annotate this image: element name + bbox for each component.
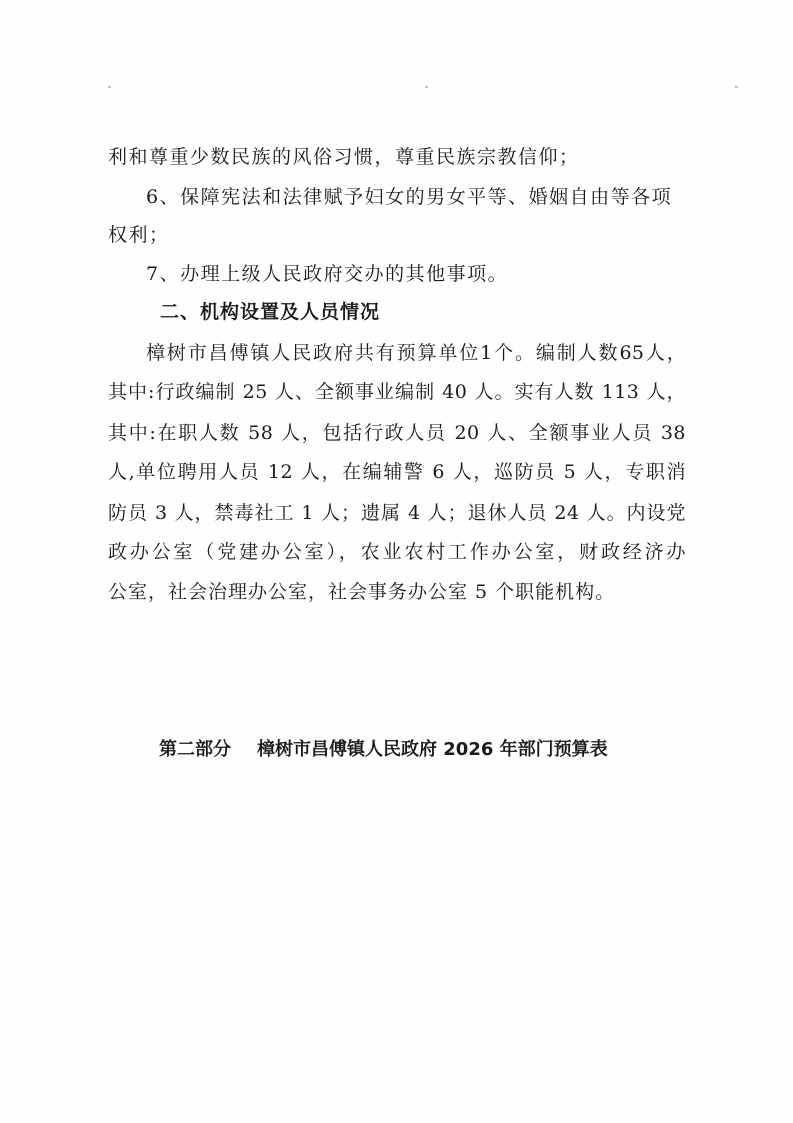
paragraph-line-1: 樟树市昌傅镇人民政府共有预算单位1个。编制人数65人，: [146, 342, 686, 364]
body-line-3: 权利；: [108, 224, 170, 246]
paragraph-line-2: 其中:行政编制 25 人、全额事业编制 40 人。实有人数 113 人，: [108, 381, 686, 403]
part-title-text: 樟树市昌傅镇人民政府 2026 年部门预算表: [257, 739, 608, 760]
part-title-label: 第二部分: [159, 739, 231, 760]
paragraph-line-7: 公室，社会治理办公室，社会事务办公室 5 个职能机构。: [108, 581, 616, 603]
scan-speck: [735, 86, 738, 88]
paragraph-line-3: 其中:在职人数 58 人，包括行政人员 20 人、全额事业人员 38: [108, 422, 686, 444]
scan-speck: [425, 86, 428, 88]
section-heading: 二、机构设置及人员情况: [160, 301, 381, 323]
body-line-4: 7、办理上级人民政府交办的其他事项。: [146, 263, 509, 285]
body-line-2: 6、保障宪法和法律赋予妇女的男女平等、婚姻自由等各项: [146, 186, 673, 208]
paragraph-line-5: 防员 3 人，禁毒社工 1 人；遗属 4 人；退休人员 24 人。内设党: [108, 502, 686, 524]
paragraph-line-4: 人,单位聘用人员 12 人，在编辅警 6 人，巡防员 5 人，专职消: [108, 461, 686, 483]
part-title: [159, 736, 608, 764]
scan-speck: [108, 86, 111, 88]
body-line-1: 利和尊重少数民族的风俗习惯，尊重民族宗教信仰；: [108, 146, 580, 168]
paragraph-line-6: 政办公室（党建办公室），农业农村工作办公室，财政经济办: [108, 541, 686, 563]
